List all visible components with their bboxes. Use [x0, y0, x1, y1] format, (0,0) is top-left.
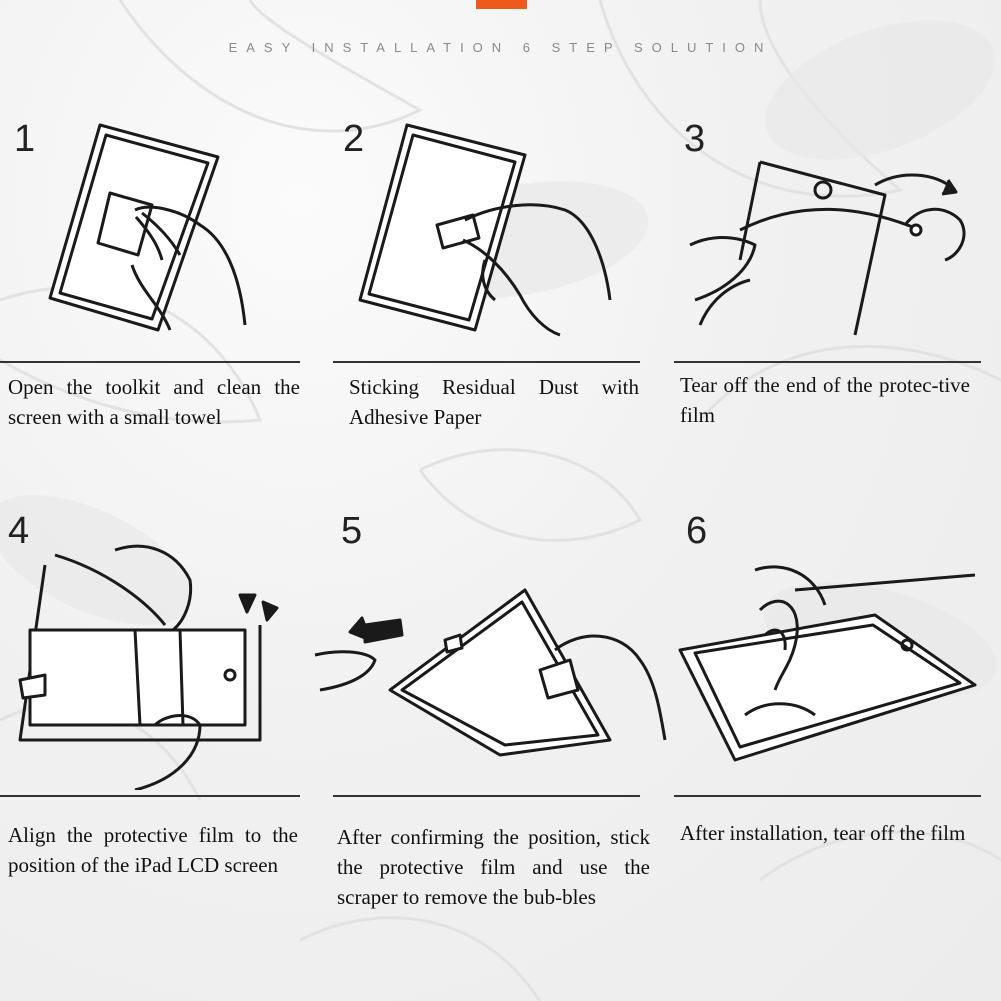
accent-bar: [476, 0, 527, 9]
step-number: 2: [343, 118, 365, 160]
step-divider: [0, 361, 300, 363]
step-divider: [674, 795, 981, 797]
step-caption: Tear off the end of the protec-tive film: [680, 373, 970, 427]
tablet-peel-film-end-icon: [680, 150, 980, 340]
step-number: 1: [14, 118, 36, 160]
step-divider: [333, 361, 640, 363]
step-number: 4: [8, 510, 30, 552]
step-divider: [333, 795, 640, 797]
step-number: 6: [686, 510, 708, 552]
step-number: 3: [684, 118, 706, 160]
step-caption: After confirming the position, stick the protective film and use the scraper to remove the bub-bles: [337, 825, 650, 909]
tablet-align-film-icon: [15, 540, 305, 790]
step-number: 5: [341, 510, 363, 552]
step-divider: [0, 795, 300, 797]
tablet-scraper-bubbles-icon: [310, 580, 670, 780]
tablet-cleaning-towel-icon: [40, 115, 300, 345]
step-caption: Align the protective film to the position of the iPad LCD screen: [8, 823, 298, 877]
page-title: EASY INSTALLATION 6 STEP SOLUTION: [228, 40, 773, 55]
step-divider: [674, 361, 981, 363]
step-caption: After installation, tear off the film: [680, 821, 966, 845]
step-caption: Sticking Residual Dust with Adhesive Paper: [349, 375, 639, 429]
tablet-tear-off-film-icon: [675, 565, 980, 770]
step-caption: Open the toolkit and clean the screen with a small towel: [8, 375, 300, 429]
tablet-dust-sticker-icon: [355, 120, 615, 340]
